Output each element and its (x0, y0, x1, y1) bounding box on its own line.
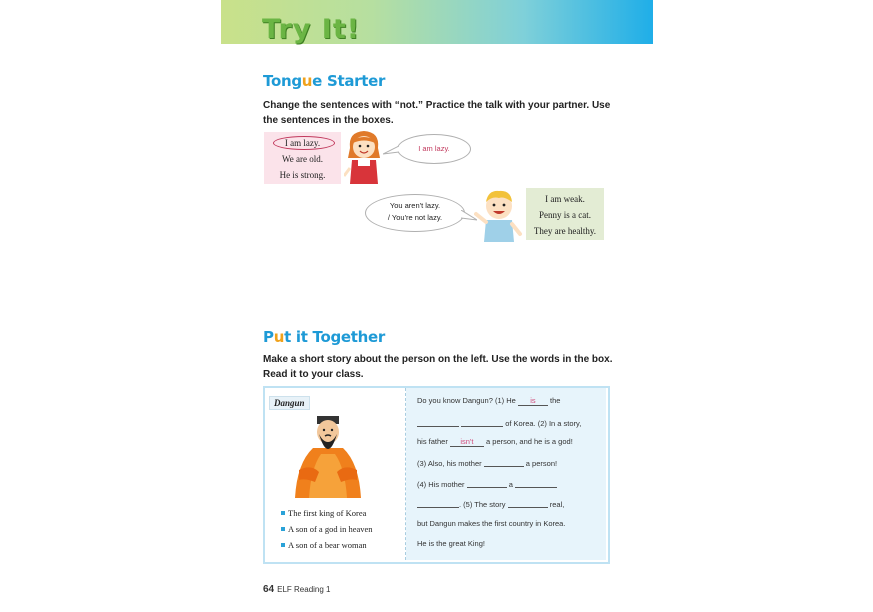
boy-speech-bubble (365, 194, 465, 232)
page-title: Try It! (262, 14, 361, 45)
title-part: P (263, 328, 274, 346)
answer-blank-filled[interactable]: isn't (450, 437, 484, 447)
story-text: (3) Also, his mother (417, 459, 482, 468)
title-part: t it Together (284, 328, 385, 346)
dangun-illustration (291, 408, 365, 500)
story-line (417, 457, 557, 468)
girl-illustration (344, 128, 384, 186)
story-text: real, (549, 500, 565, 509)
story-text: of Korea. (2) In a story, (505, 419, 582, 428)
fact-bullet: The first king of Korea (281, 508, 366, 518)
pink-sentence: We are old. (281, 154, 323, 164)
girl-bubble-text: I am lazy. (418, 144, 450, 153)
boy-bubble-line: / You're not lazy. (387, 213, 443, 222)
title-highlight: u (301, 72, 313, 90)
answer-blank[interactable] (467, 478, 507, 488)
answer-blank[interactable] (417, 498, 459, 508)
person-name-label: Dangun (269, 396, 310, 410)
green-sentence-box (526, 188, 604, 240)
story-text: a (508, 480, 513, 489)
story-line (417, 437, 573, 447)
answer-blank[interactable] (508, 498, 548, 508)
tongue-starter-title (263, 72, 385, 90)
fact-bullet: A son of a god in heaven (281, 524, 373, 534)
title-part: e Starter (312, 72, 386, 90)
pink-sentence: I am lazy. (284, 138, 321, 148)
put-together-instruction: Make a short story about the person on the left. Use the words in the box. Read it to your class. (263, 354, 613, 380)
story-line (417, 396, 560, 406)
fact-bullet: A son of a bear woman (281, 540, 367, 550)
page-number: 64 (263, 584, 275, 595)
story-line (417, 417, 581, 428)
story-line (417, 498, 564, 509)
answer-blank[interactable] (484, 457, 524, 467)
story-text: Do you know Dangun? (1) He (417, 396, 516, 405)
story-text: a person! (525, 459, 558, 468)
green-sentence: They are healthy. (533, 226, 597, 236)
story-line: but Dangun makes the first country in Korea. (417, 519, 566, 528)
answer-blank-filled[interactable]: is (518, 396, 548, 406)
answer-blank[interactable] (515, 478, 557, 488)
green-sentence: I am weak. (545, 194, 585, 204)
page-footer (263, 584, 331, 595)
tongue-starter-instruction: Change the sentences with “not.” Practice the talk with your partner. Use the sentences in the boxes. (263, 100, 611, 126)
answer-blank[interactable] (461, 417, 503, 427)
title-highlight: u (273, 328, 285, 346)
bubble-tail (383, 146, 399, 156)
divider (405, 388, 407, 560)
story-line (417, 478, 557, 489)
boy-bubble-line: You aren't lazy. (389, 201, 441, 210)
story-text: the (550, 396, 561, 405)
girl-speech-bubble (397, 134, 471, 164)
story-text: a person, and he is a god! (486, 437, 573, 446)
story-right-panel (406, 388, 606, 560)
title-part: Tong (263, 72, 302, 90)
book-title: ELF Reading 1 (277, 585, 331, 594)
pink-sentence: He is strong. (279, 170, 326, 180)
put-together-title (263, 328, 385, 346)
boy-illustration (474, 186, 524, 244)
story-line: He is the great King! (417, 539, 485, 548)
story-text: . (5) The story (459, 500, 506, 509)
answer-blank[interactable] (417, 417, 459, 427)
story-text: his father (417, 437, 448, 446)
story-text: (4) His mother (417, 480, 465, 489)
pink-sentence-box (264, 132, 341, 184)
green-sentence: Penny is a cat. (539, 210, 591, 220)
